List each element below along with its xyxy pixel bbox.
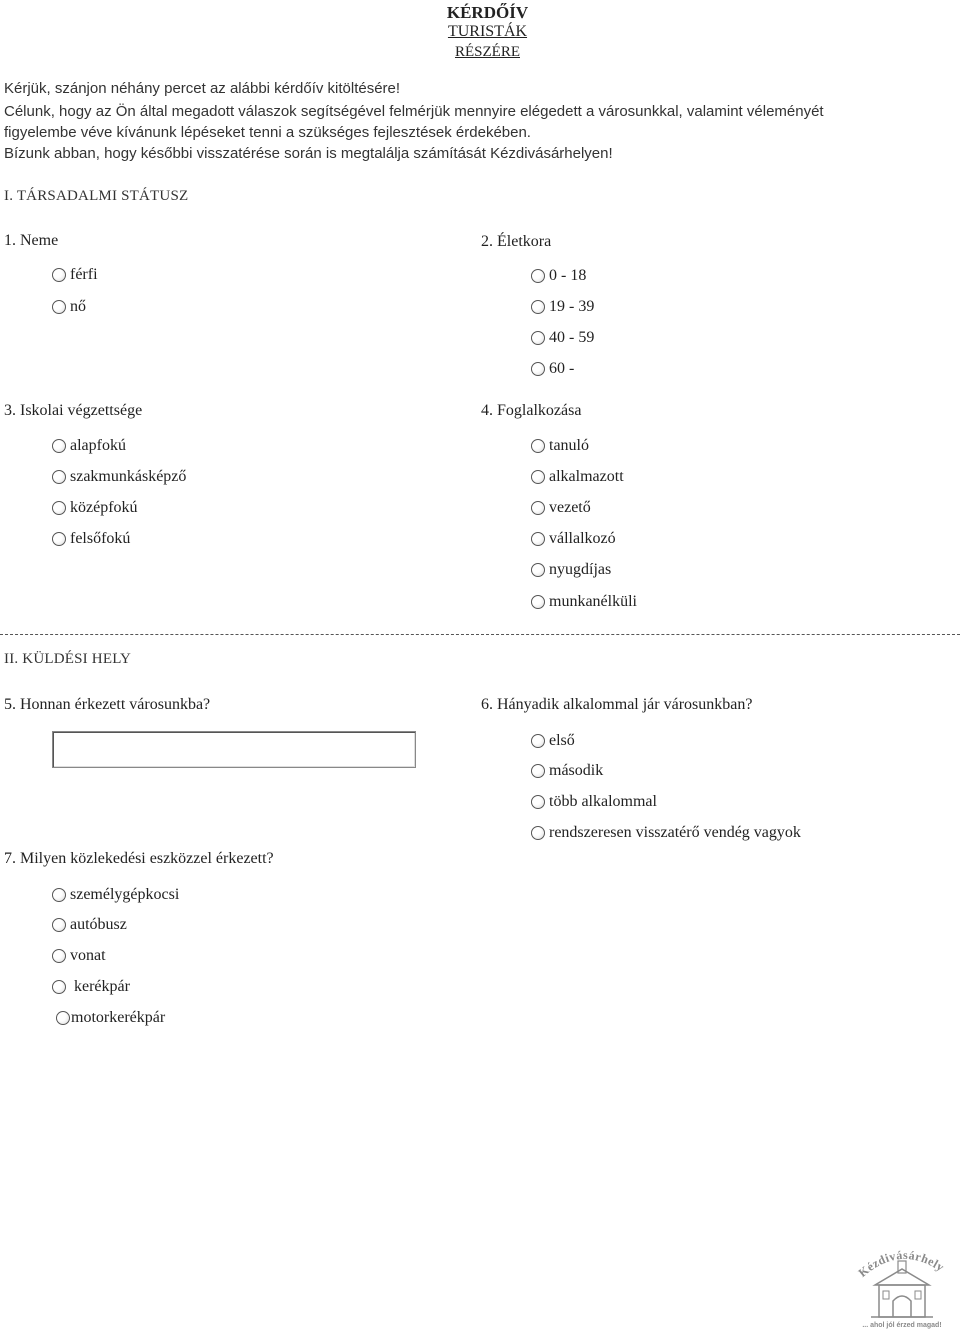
radio-option-car[interactable] — [52, 886, 179, 904]
radio-option-manager[interactable] — [531, 499, 591, 517]
option-label: vállalkozó — [549, 530, 616, 547]
option-label: második — [549, 762, 604, 779]
origin-text-input[interactable] — [52, 731, 416, 768]
radio-option-education-basic[interactable] — [52, 437, 126, 455]
radio-icon[interactable] — [52, 980, 66, 994]
radio-option-education-secondary[interactable] — [52, 499, 138, 517]
radio-option-second-visit[interactable] — [531, 762, 603, 780]
option-label: autóbusz — [70, 916, 127, 933]
radio-option-education-higher[interactable] — [52, 530, 130, 548]
radio-icon[interactable] — [52, 501, 66, 515]
form-subtitle-2: RÉSZÉRE — [454, 44, 520, 60]
radio-icon[interactable] — [531, 764, 545, 778]
form-title: KÉRDŐÍV — [446, 3, 529, 22]
radio-option-regular-guest[interactable] — [531, 824, 801, 842]
radio-icon[interactable] — [531, 470, 545, 484]
option-label: alapfokú — [70, 437, 126, 454]
radio-option-first-visit[interactable] — [531, 732, 575, 750]
radio-option-male[interactable] — [52, 266, 98, 284]
radio-option-entrepreneur[interactable] — [531, 530, 616, 548]
option-label: vonat — [70, 947, 106, 964]
option-label: középfokú — [70, 499, 138, 516]
radio-icon[interactable] — [52, 532, 66, 546]
option-label: kerékpár — [70, 978, 130, 995]
section-title-social-status: I. TÁRSADALMI STÁTUSZ — [4, 188, 189, 204]
radio-icon[interactable] — [52, 949, 66, 963]
option-label: 0 - 18 — [549, 267, 587, 284]
radio-icon[interactable] — [531, 362, 545, 376]
radio-icon[interactable] — [531, 439, 545, 453]
radio-option-age-60[interactable] — [531, 360, 574, 378]
option-label: munkanélküli — [549, 593, 637, 610]
option-label: tanuló — [549, 437, 589, 454]
question-education-label: 3. Iskolai végzettsége — [4, 402, 143, 419]
radio-icon[interactable] — [52, 300, 66, 314]
radio-option-motorcycle[interactable] — [56, 1009, 165, 1027]
radio-icon[interactable] — [531, 300, 545, 314]
question-gender-label: 1. Neme — [4, 232, 59, 249]
option-label: 60 - — [549, 360, 575, 377]
radio-option-age-0-18[interactable] — [531, 267, 586, 285]
radio-option-age-19-39[interactable] — [531, 298, 594, 316]
radio-icon[interactable] — [531, 795, 545, 809]
intro-line-3: figyelembe véve kívánunk lépéseket tenni a szükséges fejlesztések érdekében. — [4, 124, 531, 141]
option-label: 19 - 39 — [549, 298, 595, 315]
radio-icon[interactable] — [52, 888, 66, 902]
radio-option-retired[interactable] — [531, 561, 611, 579]
option-label: első — [549, 732, 575, 749]
radio-icon[interactable] — [52, 268, 66, 282]
question-visit-count-label: 6. Hányadik alkalommal jár városunkban? — [481, 696, 753, 713]
radio-icon[interactable] — [531, 532, 545, 546]
radio-icon[interactable] — [531, 501, 545, 515]
logo-bottom-text: ... ahol jól érzed magad! — [862, 1322, 942, 1329]
radio-option-age-40-59[interactable] — [531, 329, 594, 347]
radio-icon[interactable] — [531, 826, 545, 840]
option-label: szakmunkásképző — [70, 468, 187, 485]
option-label: motorkerékpár — [71, 1009, 166, 1026]
section-title-origin: II. KÜLDÉSI HELY — [4, 651, 132, 667]
radio-icon[interactable] — [52, 439, 66, 453]
intro-line-1: Kérjük, szánjon néhány percet az alábbi kérdőív kitöltésére! — [4, 80, 401, 97]
radio-option-student[interactable] — [531, 437, 589, 455]
question-occupation-label: 4. Foglalkozása — [481, 402, 582, 419]
radio-option-education-vocational[interactable] — [52, 468, 186, 486]
option-label: nő — [70, 298, 86, 315]
option-label: rendszeresen visszatérő vendég vagyok — [549, 824, 801, 841]
radio-icon[interactable] — [52, 918, 66, 932]
radio-option-bus[interactable] — [52, 916, 127, 934]
radio-option-unemployed[interactable] — [531, 593, 637, 611]
intro-line-2: Célunk, hogy az Ön által megadott válaszok segítségével felmérjük mennyire elégedett a városunkkal, valamint véleményét — [4, 103, 824, 120]
option-label: személygépkocsi — [70, 886, 180, 903]
svg-text:Kézdivásárhely — [856, 1248, 947, 1280]
form-subtitle-1: TURISTÁK — [447, 23, 528, 40]
question-origin-label: 5. Honnan érkezett városunkba? — [4, 696, 211, 713]
section-divider — [0, 634, 960, 635]
radio-icon[interactable] — [52, 470, 66, 484]
town-gate-logo-icon — [855, 1245, 950, 1330]
radio-option-female[interactable] — [52, 298, 86, 316]
option-label: vezető — [549, 499, 591, 516]
option-label: több alkalommal — [549, 793, 657, 810]
question-age-label: 2. Életkora — [481, 233, 552, 250]
radio-option-employee[interactable] — [531, 468, 624, 486]
radio-icon[interactable] — [531, 734, 545, 748]
radio-icon[interactable] — [531, 563, 545, 577]
radio-icon[interactable] — [531, 595, 545, 609]
radio-option-bicycle[interactable] — [52, 978, 130, 996]
option-label: férfi — [70, 266, 98, 283]
logo-top-text: Kézdivásárhely — [855, 1247, 948, 1280]
radio-icon[interactable] — [531, 331, 545, 345]
radio-icon[interactable] — [531, 269, 545, 283]
intro-line-4: Bízunk abban, hogy későbbi visszatérése során is megtalálja számítását Kézdivásárhelyen! — [4, 145, 613, 162]
radio-icon[interactable] — [56, 1011, 70, 1025]
radio-option-train[interactable] — [52, 947, 106, 965]
option-label: nyugdíjas — [549, 561, 612, 578]
option-label: alkalmazott — [549, 468, 624, 485]
option-label: 40 - 59 — [549, 329, 595, 346]
option-label: felsőfokú — [70, 530, 131, 547]
radio-option-several-visits[interactable] — [531, 793, 657, 811]
question-transport-label: 7. Milyen közlekedési eszközzel érkezett? — [4, 850, 274, 867]
